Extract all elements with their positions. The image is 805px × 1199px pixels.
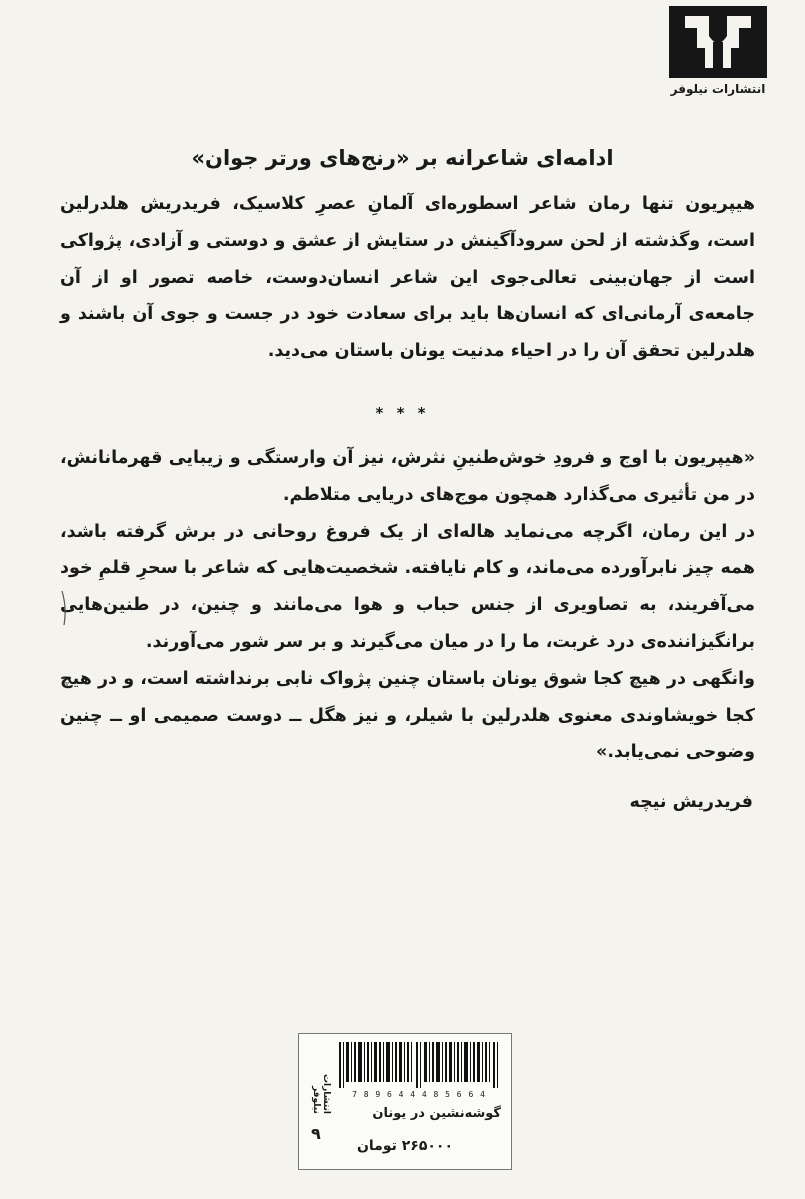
quote-paragraph-3: وانگهی در هیچ کجا شوق یونان باستان چنین پژواک نابی برنداشته است، و در هیچ کجا خویشاوندی معنوی هلدرلین با شیلر، و نیز هگل ــ دوست صمیمی او ــ چنین وضوحی نمی‌یابد.» xyxy=(60,668,755,763)
intro-text: هیپریون تنها رمان شاعر اسطوره‌ای آلمانِ عصرِ کلاسیک، فریدریش هلدرلین است، وگذشته از لحن سرودآگینش در ستایش از عشق و دوستی و آزادی، پژواکی است از جهان‌بینی تعالی‌جوی این شاعر انسان‌دوست، خاصه تصور او از آن جامعه‌ی آرمانی‌ای که انسان‌ها باید برای سعادت خود در جست و جوی آن باشند و هلدرلین تحقق آن را در احیاء مدنیت یونان باستان می‌دید. xyxy=(60,194,755,362)
page-title: ادامه‌ای شاعرانه بر «رنج‌های ورتر جوان» xyxy=(191,146,614,170)
barcode-digits: 7 8 9 6 4 4 4 8 5 6 6 4 xyxy=(352,1090,486,1099)
publisher-name: انتشارات نیلوفر xyxy=(670,82,766,96)
niloofar-lotus-logo-icon xyxy=(669,6,767,78)
sticker-number: ۹ xyxy=(311,1124,321,1143)
sticker-book-title: گوشه‌نشین در یونان xyxy=(372,1106,501,1121)
margin-pencil-mark xyxy=(60,590,70,626)
quote-paragraph-2: در این رمان، اگرچه می‌نماید هاله‌ای از یک فروغ روحانی در برش گرفته باشد، همه چیز نابرآورده می‌ماند، و کام نایافته. شخصیت‌هایی که شاعر با سحرِ قلمِ خود می‌آفریند، به تصاویری از جنس حباب و هوا می‌مانند و چنین، در طنین‌هایی برانگیزاننده‌ی درد غربت، ما را در میان می‌گیرند و بر سر شور می‌آورند. xyxy=(60,521,755,652)
quote-paragraph-1: «هیپریون با اوج و فرودِ خوش‌طنینِ نثرش، نیز آن وارستگی و زیبایی قهرمانانش، در من تأثیری می‌گذارد همچون موج‌های دریایی متلاطم. xyxy=(60,448,755,505)
barcode-sticker xyxy=(298,1033,512,1170)
intro-paragraph xyxy=(60,186,755,370)
quote-block xyxy=(60,440,755,771)
barcode-icon xyxy=(339,1042,499,1088)
quote-author: فریدریش نیچه xyxy=(629,792,753,812)
publisher-logo xyxy=(669,6,767,106)
price-label: ۲۶۵۰۰۰ تومان xyxy=(356,1138,454,1154)
section-separator: * * * xyxy=(375,404,430,422)
sticker-publisher-label: انتشارات نیلوفر xyxy=(311,1074,331,1114)
